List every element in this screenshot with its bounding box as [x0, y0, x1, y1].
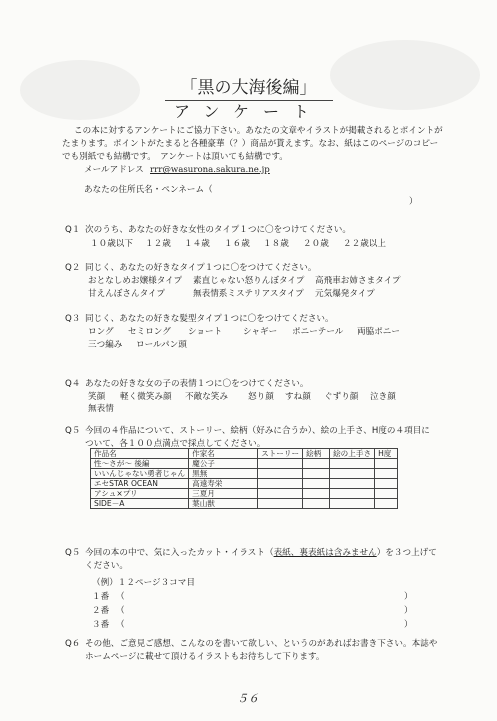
q4-option[interactable]: 怒り顔 — [248, 392, 274, 402]
work-title: 性～さが～ 後編 — [91, 459, 189, 469]
background-smudge — [330, 40, 480, 110]
q2-option[interactable]: 甘えんぼさんタイプ — [88, 289, 165, 299]
slot-label-2: ２番 — [92, 606, 110, 616]
q6-number: Q６ — [65, 639, 81, 649]
q2-number: Q２ — [65, 263, 81, 273]
score-cell[interactable] — [258, 459, 303, 469]
author-name: 高遠寿栄 — [189, 479, 258, 489]
q4-option[interactable]: 不敵な笑み — [185, 392, 228, 402]
q2-option[interactable]: 素直じゃない怒りんぼタイプ — [193, 276, 305, 286]
q1-option[interactable]: １６歳 — [224, 239, 250, 249]
slot-open-paren: （ — [116, 620, 125, 630]
q3-option[interactable]: シャギー — [243, 327, 278, 337]
q5a-text-2: ついて、各１００点満点で採点してください。 — [85, 439, 266, 449]
table-row — [91, 499, 398, 509]
q5b-example: （例）１２ページ３コマ目 — [92, 578, 195, 588]
q5a-text-1: 今回の４作品について、ストーリー、絵柄（好みに合うか）、絵の上手さ、H度の４項目に — [85, 426, 430, 436]
q4-option[interactable]: 軽く微笑み顔 — [120, 392, 172, 402]
q3-option[interactable]: 三つ編み — [88, 340, 123, 350]
q3-option[interactable]: ショート — [188, 327, 223, 337]
q3-number: Q３ — [65, 314, 81, 324]
score-cell[interactable] — [258, 499, 303, 509]
work-title: エセSTAR OCEAN — [91, 479, 189, 489]
table-row — [91, 469, 398, 479]
mail-label: メールアドレス — [84, 165, 144, 175]
title-underline — [165, 100, 333, 101]
page-title: 「黒の大海後編」 — [180, 78, 317, 98]
score-cell[interactable] — [375, 499, 398, 509]
slot-label-3: ３番 — [92, 620, 110, 630]
slot-label-1: １番 — [92, 592, 110, 602]
score-cell[interactable] — [330, 459, 375, 469]
score-cell[interactable] — [303, 459, 330, 469]
q6-text-2: ホームページに載せて頂けるイラストもお待ちして下ります。 — [85, 652, 325, 662]
q5b-text-b: ）を３つ上げて — [376, 548, 437, 558]
page-subtitle: アンケート — [173, 102, 324, 121]
q4-option[interactable]: ぐずり顔 — [324, 392, 359, 402]
work-title: いいんじゃない勇者じゃん — [91, 469, 189, 479]
column-header: ストーリー — [258, 449, 303, 459]
column-header: 絵柄 — [303, 449, 330, 459]
column-header: 絵の上手さ — [330, 449, 375, 459]
slot-close-paren: ） — [404, 592, 413, 602]
score-cell[interactable] — [330, 479, 375, 489]
author-name: 三夏月 — [189, 489, 258, 499]
q5b-number: Q５ — [65, 548, 81, 558]
q4-number: Q４ — [65, 379, 81, 389]
score-cell[interactable] — [375, 489, 398, 499]
table-row — [91, 489, 398, 499]
q3-text: 同じく、あなたの好きな髪型タイプ１つに〇をつけてください。 — [85, 314, 334, 324]
column-header: 作家名 — [189, 449, 258, 459]
q3-option[interactable]: セミロング — [128, 327, 171, 337]
q4-option[interactable]: 笑顔 — [88, 392, 106, 402]
score-cell[interactable] — [258, 469, 303, 479]
page-number: ５６ — [237, 692, 259, 705]
slot-open-paren: （ — [116, 606, 125, 616]
q4-option[interactable]: 泣き顔 — [370, 392, 396, 402]
score-cell[interactable] — [303, 489, 330, 499]
rating-table — [90, 448, 398, 509]
work-title: アシュ×プリ — [91, 489, 189, 499]
q2-option[interactable]: おとなしめお嬢様タイプ — [88, 276, 183, 286]
q3-option[interactable]: ロールパン頭 — [136, 340, 187, 350]
author-name: 黒無 — [189, 469, 258, 479]
q6-text-1: その他、ご意見ご感想、こんなのを書いて欲しい、というのがあればお書き下さい。本誌や — [85, 639, 438, 649]
mail-address: rrr@wasurona.sakura.ne.jp — [150, 165, 270, 175]
q2-text: 同じく、あなたの好きなタイプ１つに〇をつけてください。 — [85, 263, 317, 273]
intro-line-3: でも別紙でも結構です。 アンケートは頂いても結構です。 — [62, 152, 288, 162]
q4-option[interactable]: 無表情 — [88, 404, 114, 414]
q4-option[interactable]: すね顔 — [285, 392, 311, 402]
score-cell[interactable] — [258, 479, 303, 489]
q1-number: Q１ — [65, 225, 81, 235]
name-label: あなたの住所氏名・ペンネーム（ — [84, 185, 213, 195]
q5b-text-2: ください。 — [85, 561, 128, 571]
q3-option[interactable]: 両脇ポニー — [357, 327, 400, 337]
q5b-text-underlined: 表紙、裏表紙は含みません — [273, 548, 377, 558]
score-cell[interactable] — [258, 489, 303, 499]
score-cell[interactable] — [330, 499, 375, 509]
q1-option[interactable]: １２歳 — [145, 239, 171, 249]
table-header-row — [91, 449, 398, 459]
score-cell[interactable] — [375, 459, 398, 469]
name-close-paren: ） — [409, 197, 418, 207]
q1-option[interactable]: ２２歳以上 — [343, 239, 386, 249]
slot-open-paren: （ — [116, 592, 125, 602]
score-cell[interactable] — [330, 469, 375, 479]
intro-line-2: たまります。ポイントがたまると各種豪華（？）商品が貰えます。なお、紙はこのページのコピー — [62, 139, 439, 149]
q2-option[interactable]: 高飛車お姉さまタイプ — [315, 276, 401, 286]
slot-close-paren: ） — [404, 606, 413, 616]
score-cell[interactable] — [303, 479, 330, 489]
score-cell[interactable] — [303, 499, 330, 509]
intro-line-1: この本に対するアンケートにご協力下さい。あなたの文章やイラストが掲載されるとポイントが — [74, 126, 443, 136]
q2-option[interactable]: 元気爆発タイプ — [315, 289, 375, 299]
q5b-text-1 — [85, 546, 437, 558]
score-cell[interactable] — [330, 489, 375, 499]
column-header: 作品名 — [91, 449, 189, 459]
score-cell[interactable] — [375, 469, 398, 479]
author-name: 葉山獣 — [189, 499, 258, 509]
q1-option[interactable]: １８歳 — [263, 239, 289, 249]
work-title: SIDE－A — [91, 499, 189, 509]
table-row — [91, 459, 398, 469]
q3-option[interactable]: ロング — [88, 327, 114, 337]
author-name: 魔公子 — [189, 459, 258, 469]
q3-option[interactable]: ポニーテール — [292, 327, 344, 337]
q4-text: あなたの好きな女の子の表情１つに〇をつけてください。 — [85, 379, 309, 389]
q5b-text-a: 今回の本の中で、気に入ったカット・イラスト（ — [85, 548, 274, 558]
q1-text: 次のうち、あなたの好きな女性のタイプ１つに〇をつけてください。 — [85, 225, 351, 235]
q5a-number: Q５ — [65, 426, 81, 436]
score-cell[interactable] — [303, 469, 330, 479]
q1-option[interactable]: １０歳以下 — [90, 239, 133, 249]
slot-close-paren: ） — [404, 620, 413, 630]
table-row — [91, 479, 398, 489]
q1-option[interactable]: ２０歳 — [303, 239, 329, 249]
score-cell[interactable] — [375, 479, 398, 489]
q2-option[interactable]: 無表情系ミステリアスタイプ — [193, 289, 304, 299]
column-header: H度 — [375, 449, 398, 459]
q1-option[interactable]: １４歳 — [184, 239, 210, 249]
